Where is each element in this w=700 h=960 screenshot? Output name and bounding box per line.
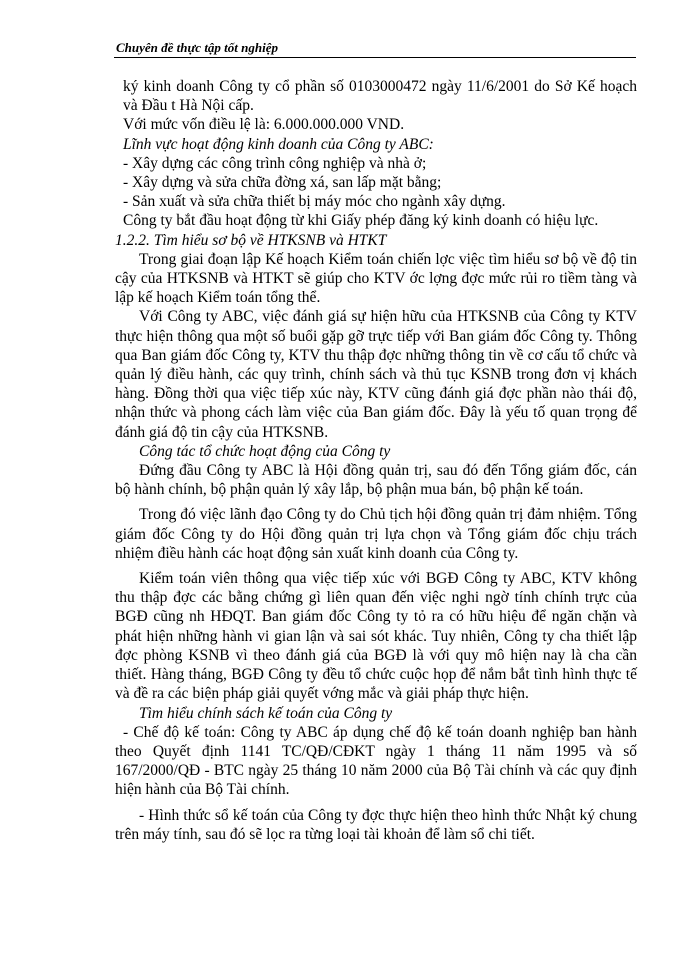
paragraph: Với mức vốn điều lệ là: 6.000.000.000 VND. — [123, 116, 405, 134]
paragraph: Trong đó việc lãnh đạo Công ty do Chủ tịch hội đồng quản trị đảm nhiệm. Tổng giám đốc Công ty do Hội đồng quản trị lựa chọn và Tổng giám đốc chịu trách nhiệm điều hành các hoạt động sản xuất kinh doanh của Công ty. — [115, 506, 637, 562]
paragraph: Trong giai đoạn lập Kế hoạch Kiểm toán chiến lợc việc tìm hiểu sơ bộ về độ tin cậy của HTKSNB và HTKT sẽ giúp cho KTV ớc lợng đợc mức rủi ro tiềm tàng và lập kế hoạch Kiểm toán tổng thể. — [115, 250, 637, 307]
section-heading: Lĩnh vực hoạt động kinh doanh của Công ty ABC: — [123, 135, 434, 153]
bullet-item: - Xây dựng các công trình công nghiệp và nhà ở; — [123, 154, 427, 172]
paragraph: Kiểm toán viên thông qua việc tiếp xúc với BGĐ Công ty ABC, KTV không thu thập đợc các bằng chứng gì liên quan đến việc nghi ngờ tính chính trực của BGĐ cũng nh HĐQT. Ban giám đốc Công ty tỏ ra có hữu hiệu để ngăn chặn và phát hiện những hành vi gian lận và sai sót khác. Tuy nhiên, Công ty cha thiết lập đợc phòng KSNB vì theo đánh giá của BGĐ là với quy mô hiện nay là cha cần thiết. Hàng tháng, BGĐ Công ty đều tổ chức cuộc họp để nắm bắt tình hình thực tế và đề ra các biện pháp giải quyết vớng mắc và giải pháp thực hiện. — [115, 570, 637, 703]
bullet-item: - Xây dựng và sửa chữa đờng xá, san lấp mặt bằng; — [123, 174, 442, 192]
section-heading: 1.2.2. Tìm hiểu sơ bộ về HTKSNB và HTKT — [115, 231, 387, 249]
section-heading: Tìm hiểu chính sách kế toán của Công ty — [139, 704, 393, 722]
paragraph: Với Công ty ABC, việc đánh giá sự hiện hữu của HTKSNB của Công ty KTV thực hiện thông qua một số buổi gặp gỡ trực tiếp với Ban giám đốc Công ty. Thông qua Ban giám đốc Công ty, KTV thu thập đợc những thông tin về cơ cấu tổ chức và quản lý điều hành, các quy trình, chính sách và thủ tục KSNB trong đơn vị khách hàng. Đồng thời qua việc tiếp xúc này, KTV cũng đánh giá đợc phần nào thái độ, nhận thức và phong cách làm việc của Ban giám đốc. Đây là yếu tố quan trọng để đánh giá độ tin cậy của HTKSNB. — [115, 308, 637, 441]
body-text — [115, 77, 637, 844]
header-rule — [114, 57, 636, 58]
paragraph: Công ty bắt đầu hoạt động từ khi Giấy phép đăng ký kinh doanh có hiệu lực. — [123, 212, 599, 230]
running-header-title: Chuyên đề thực tập tốt nghiệp — [116, 40, 278, 55]
paragraph: - Hình thức sổ kế toán của Công ty đợc thực hiện theo hình thức Nhật ký chung trên máy tính, sau đó sẽ lọc ra từng loại tài khoản để làm sổ chi tiết. — [115, 806, 637, 843]
paragraph: ký kinh doanh Công ty cổ phần số 0103000472 ngày 11/6/2001 do Sở Kế hoạch và Đầu t Hà Nội cấp. — [123, 78, 637, 115]
section-heading: Công tác tổ chức hoạt động của Công ty — [139, 442, 391, 460]
paragraph: - Chế độ kế toán: Công ty ABC áp dụng chế độ kế toán doanh nghiệp ban hành theo Quyết định 1141 TC/QĐ/CĐKT ngày 1 tháng 11 năm 1995 và số 167/2000/QĐ - BTC ngày 25 tháng 10 năm 2000 của Bộ Tài chính và các quy định hiện hành của Bộ Tài chính. — [115, 723, 637, 799]
paragraph: Đứng đầu Công ty ABC là Hội đồng quản trị, sau đó đến Tổng giám đốc, cán bộ hành chính, bộ phận quản lý xây lắp, bộ phận mua bán, bộ phận kế toán. — [115, 462, 637, 499]
bullet-item: - Sản xuất và sửa chữa thiết bị máy móc cho ngành xây dựng. — [123, 193, 506, 211]
